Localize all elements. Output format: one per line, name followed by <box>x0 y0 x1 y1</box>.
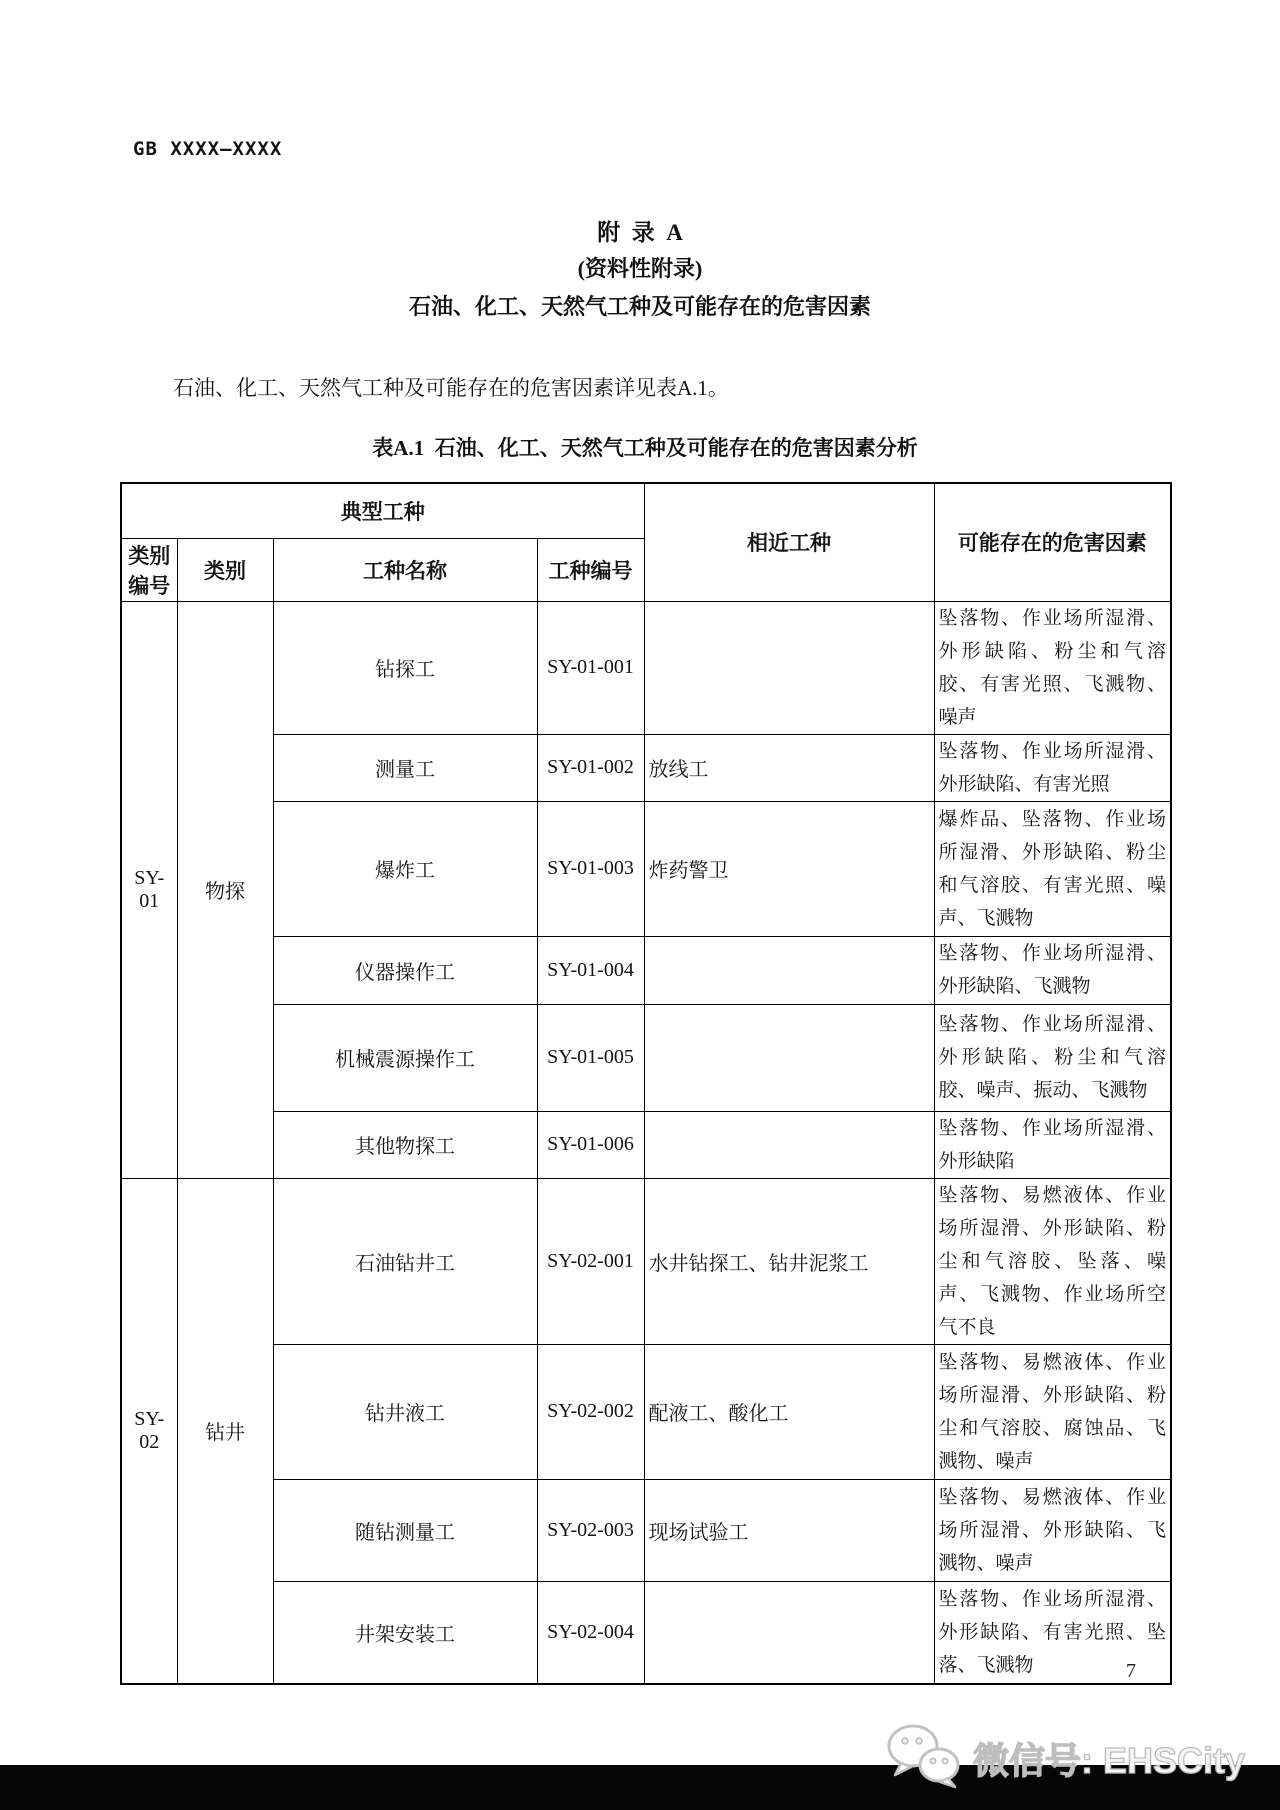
job-name-cell: 钻井液工 <box>273 1344 537 1479</box>
appendix-subtitle: (资料性附录) <box>577 256 703 281</box>
header-similar-jobs: 相近工种 <box>644 483 934 601</box>
job-code-cell: SY-01-003 <box>537 801 644 936</box>
appendix-heading: 石油、化工、天然气工种及可能存在的危害因素 <box>408 294 871 319</box>
hazards-cell: 坠落物、作业场所湿滑、外形缺陷 <box>934 1111 1171 1178</box>
job-code-cell: SY-02-002 <box>537 1344 644 1479</box>
job-name-cell: 其他物探工 <box>273 1111 537 1178</box>
similar-jobs-cell: 现场试验工 <box>644 1479 934 1581</box>
hazards-cell: 坠落物、作业场所湿滑、外形缺陷、粉尘和气溶胶、噪声、振动、飞溅物 <box>934 1004 1171 1111</box>
header-category: 类别 <box>177 538 273 601</box>
similar-jobs-cell <box>644 601 934 734</box>
table-row <box>121 601 1171 734</box>
doc-code: GB XXXX—XXXX <box>133 138 283 160</box>
similar-jobs-cell <box>644 1581 934 1684</box>
hazards-cell: 爆炸品、坠落物、作业场所湿滑、外形缺陷、粉尘和气溶胶、有害光照、噪声、飞溅物 <box>934 801 1171 936</box>
category-code-cell: SY-02 <box>121 1178 177 1684</box>
wechat-watermark <box>885 1723 1245 1794</box>
hazards-cell: 坠落物、易燃液体、作业场所湿滑、外形缺陷、飞溅物、噪声 <box>934 1479 1171 1581</box>
job-name-cell: 机械震源操作工 <box>273 1004 537 1111</box>
table-row <box>121 801 1171 936</box>
table-row <box>121 1479 1171 1581</box>
intro-paragraph: 石油、化工、天然气工种及可能存在的危害因素详见表A.1。 <box>173 376 729 400</box>
table-row <box>121 1004 1171 1111</box>
job-code-cell: SY-01-006 <box>537 1111 644 1178</box>
job-code-cell: SY-01-005 <box>537 1004 644 1111</box>
table-row <box>121 1111 1171 1178</box>
job-code-cell: SY-02-004 <box>537 1581 644 1684</box>
hazards-cell: 坠落物、作业场所湿滑、外形缺陷、粉尘和气溶胶、有害光照、飞溅物、噪声 <box>934 601 1171 734</box>
job-code-cell: SY-02-001 <box>537 1178 644 1344</box>
wechat-icon <box>885 1723 963 1794</box>
hazards-cell: 坠落物、作业场所湿滑、外形缺陷、飞溅物 <box>934 936 1171 1004</box>
table-row <box>121 1344 1171 1479</box>
header-group-typical-jobs: 典型工种 <box>121 483 644 538</box>
table-caption: 表A.1 石油、化工、天然气工种及可能存在的危害因素分析 <box>372 436 918 460</box>
similar-jobs-cell: 水井钻探工、钻井泥浆工 <box>644 1178 934 1344</box>
category-code-cell: SY-01 <box>121 601 177 1178</box>
similar-jobs-cell: 放线工 <box>644 734 934 801</box>
hazards-table <box>120 482 1172 1685</box>
table-row <box>121 1581 1171 1684</box>
job-code-cell: SY-02-003 <box>537 1479 644 1581</box>
page-number: 7 <box>1126 1660 1136 1682</box>
table-header-row-1 <box>121 483 1171 538</box>
hazards-cell: 坠落物、易燃液体、作业场所湿滑、外形缺陷、粉尘和气溶胶、腐蚀品、飞溅物、噪声 <box>934 1344 1171 1479</box>
header-possible-hazards: 可能存在的危害因素 <box>934 483 1171 601</box>
job-code-cell: SY-01-001 <box>537 601 644 734</box>
job-name-cell: 井架安装工 <box>273 1581 537 1684</box>
job-name-cell: 石油钻井工 <box>273 1178 537 1344</box>
hazards-cell: 坠落物、作业场所湿滑、外形缺陷、有害光照、坠落、飞溅物 <box>934 1581 1171 1684</box>
table-row <box>121 936 1171 1004</box>
table-row <box>121 734 1171 801</box>
job-name-cell: 仪器操作工 <box>273 936 537 1004</box>
similar-jobs-cell: 配液工、酸化工 <box>644 1344 934 1479</box>
similar-jobs-cell <box>644 936 934 1004</box>
job-name-cell: 随钻测量工 <box>273 1479 537 1581</box>
hazards-cell: 坠落物、易燃液体、作业场所湿滑、外形缺陷、粉尘和气溶胶、坠落、噪声、飞溅物、作业场所空气不良 <box>934 1178 1171 1344</box>
category-cell: 物探 <box>177 601 273 1178</box>
similar-jobs-cell <box>644 1004 934 1111</box>
job-name-cell: 爆炸工 <box>273 801 537 936</box>
watermark-text: 微信号: EHSCity <box>972 1740 1245 1781</box>
job-name-cell: 测量工 <box>273 734 537 801</box>
job-code-cell: SY-01-004 <box>537 936 644 1004</box>
job-name-cell: 钻探工 <box>273 601 537 734</box>
appendix-title: 附 录 A <box>597 220 683 245</box>
table-row <box>121 1178 1171 1344</box>
header-category-code: 类别编号 <box>121 538 177 601</box>
similar-jobs-cell: 炸药警卫 <box>644 801 934 936</box>
header-job-code: 工种编号 <box>537 538 644 601</box>
similar-jobs-cell <box>644 1111 934 1178</box>
job-code-cell: SY-01-002 <box>537 734 644 801</box>
header-job-name: 工种名称 <box>273 538 537 601</box>
hazards-cell: 坠落物、作业场所湿滑、外形缺陷、有害光照 <box>934 734 1171 801</box>
category-cell: 钻井 <box>177 1178 273 1684</box>
